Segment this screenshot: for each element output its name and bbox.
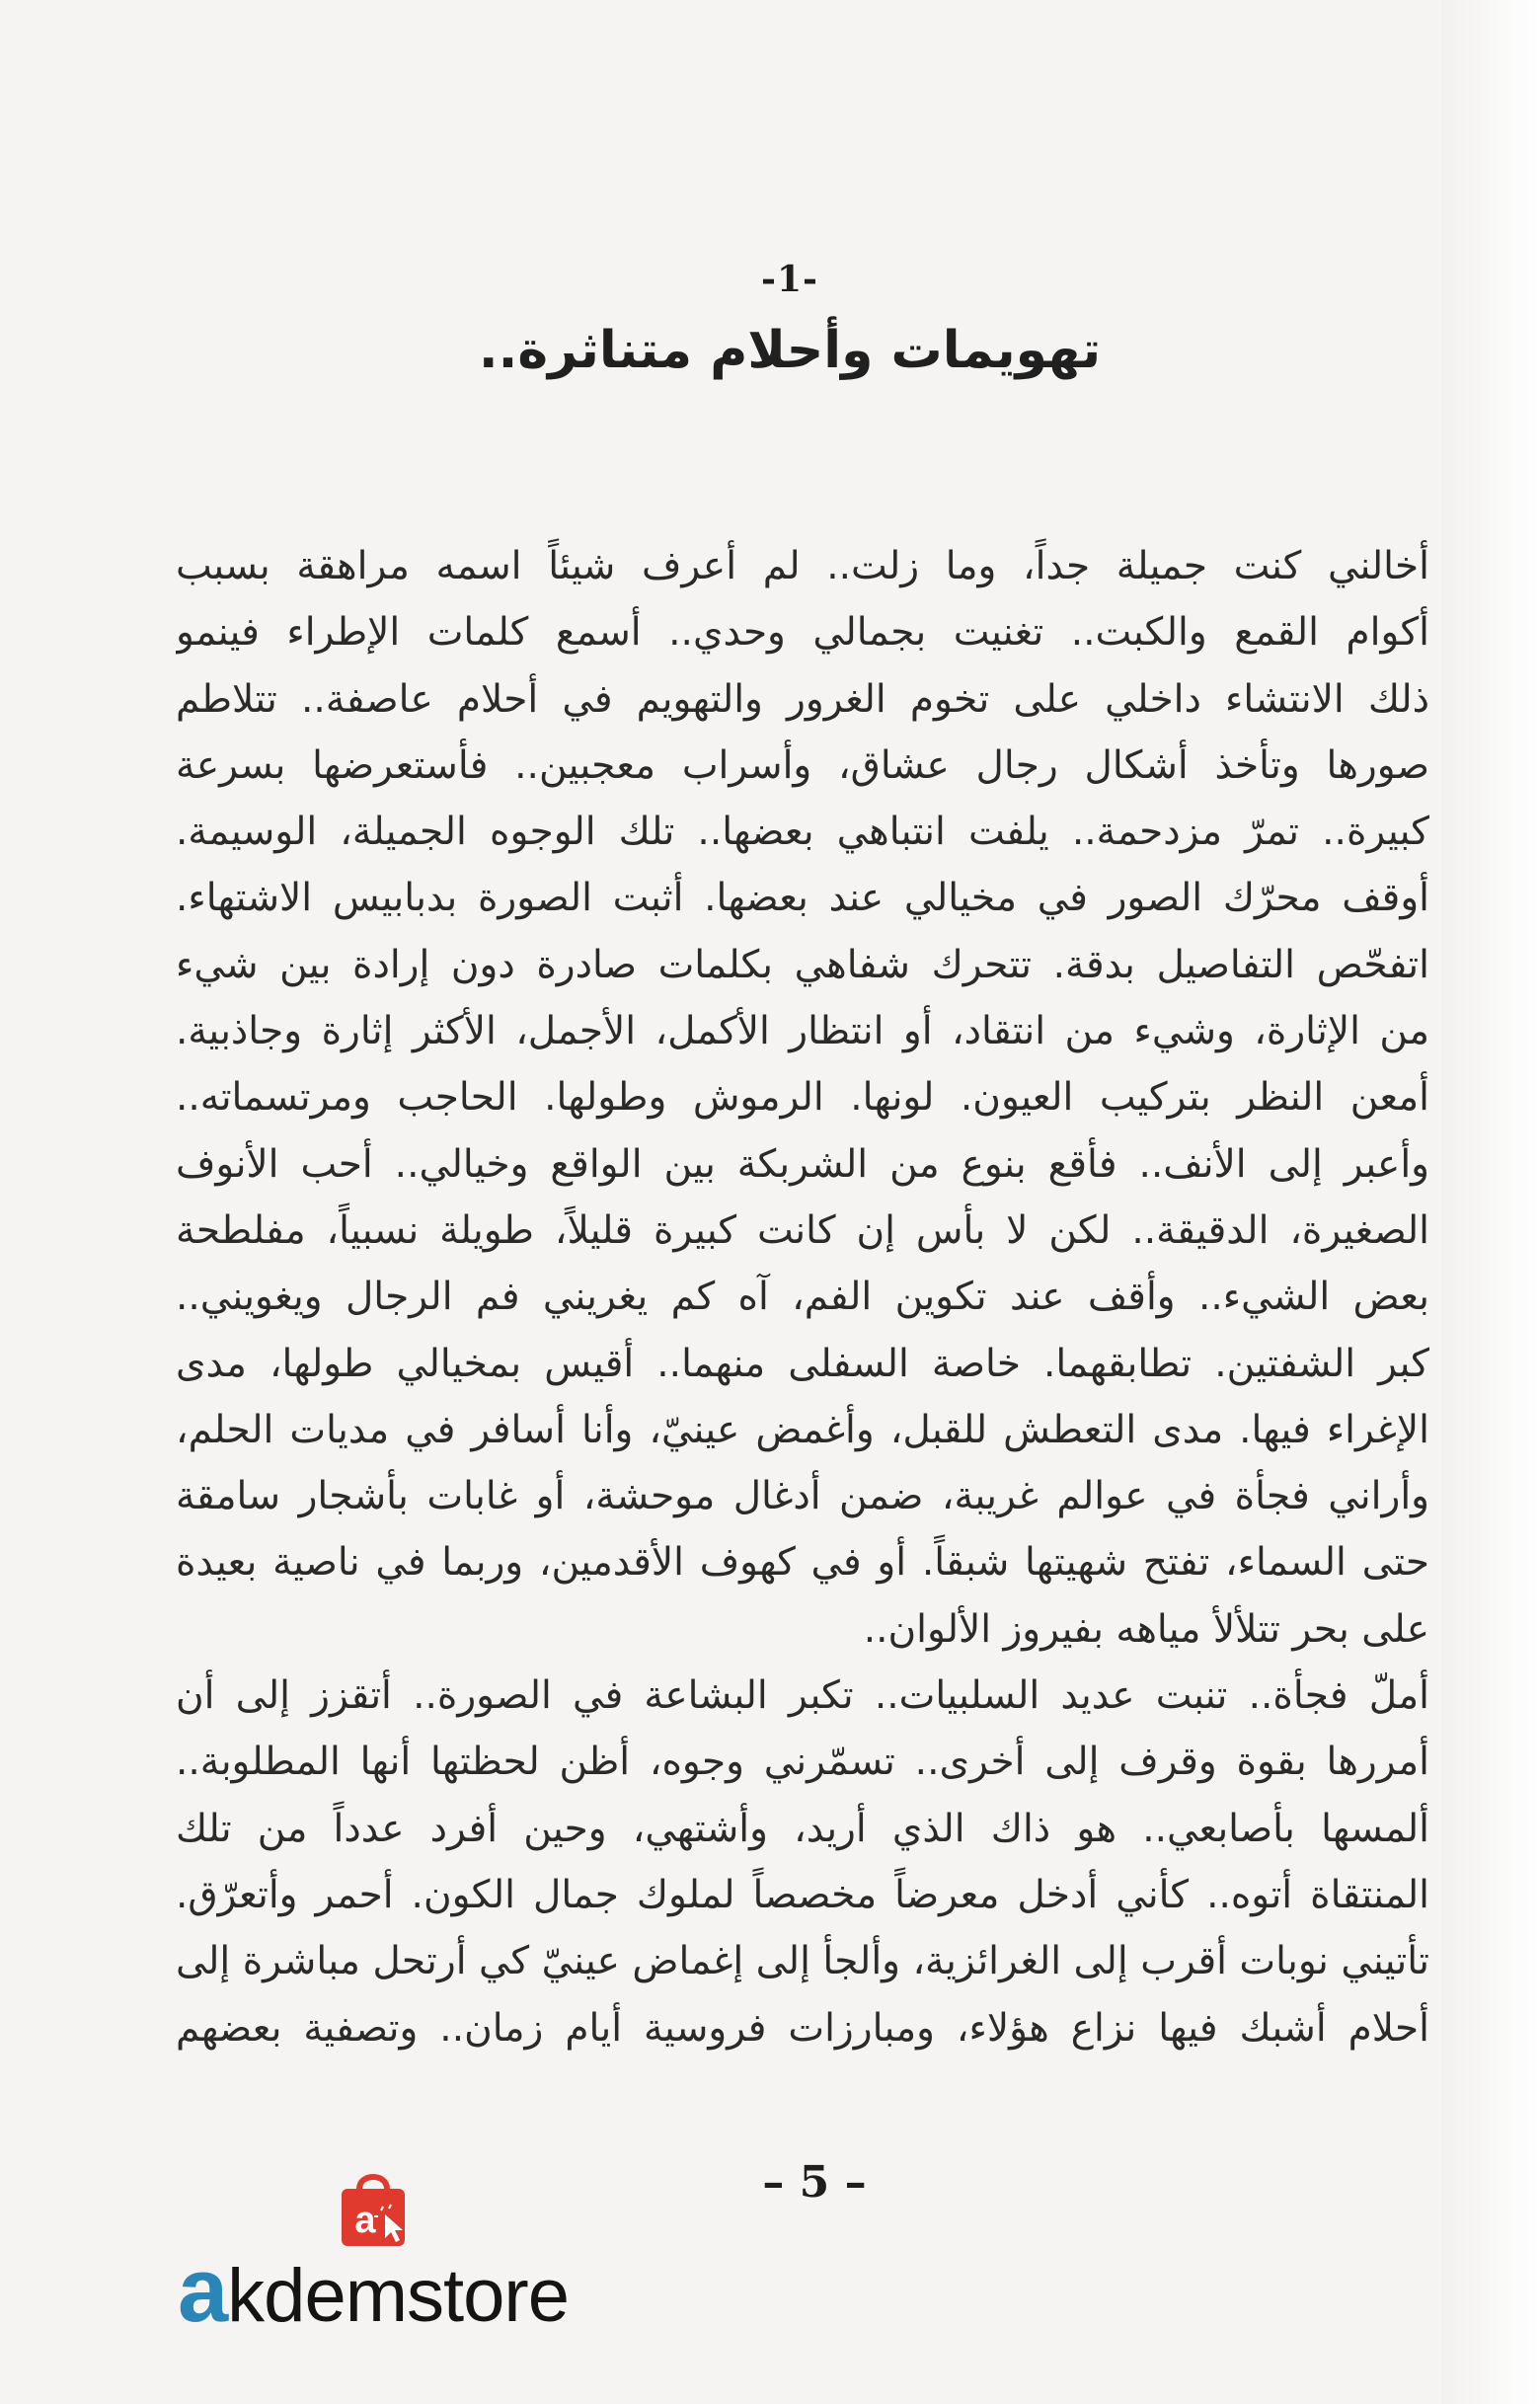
body-line: ذلك الانتشاء داخلي على تخوم الغرور والتهويم في أحلام عاصفة.. تتلاطم (176, 676, 1429, 722)
store-wordmark (178, 2240, 569, 2341)
shopping-bag-icon (334, 2167, 413, 2250)
page-margin (1441, 0, 1540, 2404)
body-line: وأعبر إلى الأنف.. فأقع بنوع من الشربكة بين الواقع وخيالي.. أحب الأنوف (176, 1141, 1429, 1187)
store-wordmark-rest: kdemstore (227, 2254, 569, 2338)
body-line: تأتيني نوبات أقرب إلى الغرائزية، وألجأ إلى إغماض عينيّ كي أرتحل مباشرة إلى (176, 1939, 1429, 1984)
body-line: كبر الشفتين. تطابقهما. خاصة السفلى منهما.. أقيس بمخيالي طولها، مدى (176, 1341, 1429, 1386)
body-line: المنتقاة أتوه.. كأني أدخل معرضاً مخصصاً لملوك جمال الكون. أحمر وأتعرّق. (176, 1872, 1429, 1917)
store-wordmark-accent: a (178, 2240, 228, 2341)
body-line: كبيرة.. تمرّ مزدحمة.. يلفت انتباهي بعضها.. تلك الوجوه الجميلة، الوسيمة. (176, 810, 1429, 855)
body-line: وأراني فجأة في عوالم غريبة، ضمن أدغال موحشة، أو غابات بأشجار سامقة (176, 1474, 1429, 1519)
body-line: اتفحّص التفاصيل بدقة. تتحرك شفاهي بكلمات صادرة دون إرادة بين شيء (176, 942, 1429, 987)
body-line: الصغيرة، الدقيقة.. لكن لا بأس إن كانت كبيرة قليلاً، طويلة نسبياً، مفلطحة (176, 1207, 1429, 1253)
svg-text:a: a (354, 2200, 376, 2241)
body-line: أحلام أشبك فيها نزاع هؤلاء، ومبارزات فروسية أيام زمان.. وتصفية بعضهم (176, 2005, 1429, 2051)
paragraph-end-line: على بحر تتلألأ مياهه بفيروز الألوان.. (863, 1606, 1429, 1652)
body-line: أوقف محرّك الصور في مخيالي عند بعضها. أثبت الصورة بدبابيس الاشتهاء. (176, 876, 1429, 921)
body-line: أمعن النظر بتركيب العيون. لونها. الرموش وطولها. الحاجب ومرتسماته.. (176, 1075, 1429, 1121)
chapter-body (176, 533, 1429, 2061)
chapter-number: -1- (761, 259, 818, 300)
store-watermark-logo (178, 2167, 612, 2341)
body-line: بعض الشيء.. وأقف عند تكوين الفم، آه كم يغريني فم الرجال ويغويني.. (176, 1275, 1429, 1320)
page-number: – 5 – (762, 2157, 867, 2208)
body-line: أخالني كنت جميلة جداً، وما زلت.. لم أعرف شيئاً اسمه مراهقة بسبب (176, 544, 1429, 588)
body-line: الإغراء فيها. مدى التعطش للقبل، وأغمض عينيّ، وأنا أسافر في مديات الحلم، (176, 1407, 1429, 1452)
body-line: حتى السماء، تفتح شهيتها شبقاً. أو في كهوف الأقدمين، وربما في ناصية بعيدة (176, 1540, 1429, 1586)
body-line: صورها وتأخذ أشكال رجال عشاق، وأسراب معجبين.. فأستعرضها بسرعة (176, 742, 1429, 788)
chapter-title: تهويمات وأحلام متناثرة.. (478, 321, 1102, 380)
body-line: أكوام القمع والكبت.. تغنيت بجمالي وحدي.. أسمع كلمات الإطراء فينمو (176, 610, 1429, 656)
body-line: أملّ فجأة.. تنبت عديد السلبيات.. تكبر البشاعة في الصورة.. أتقزز إلى أن (176, 1673, 1429, 1719)
body-line: ألمسها بأصابعي.. هو ذاك الذي أريد، وأشتهي، وحين أفرد عدداً من تلك (176, 1806, 1429, 1851)
body-line: أمررها بقوة وقرف إلى أخرى.. تسمّرني وجوه، أظن لحظتها أنها المطلوبة.. (176, 1740, 1429, 1785)
body-line: من الإثارة، وشيء من انتقاد، أو انتظار الأكمل، الأجمل، الأكثر إثارة وجاذبية. (176, 1009, 1429, 1054)
